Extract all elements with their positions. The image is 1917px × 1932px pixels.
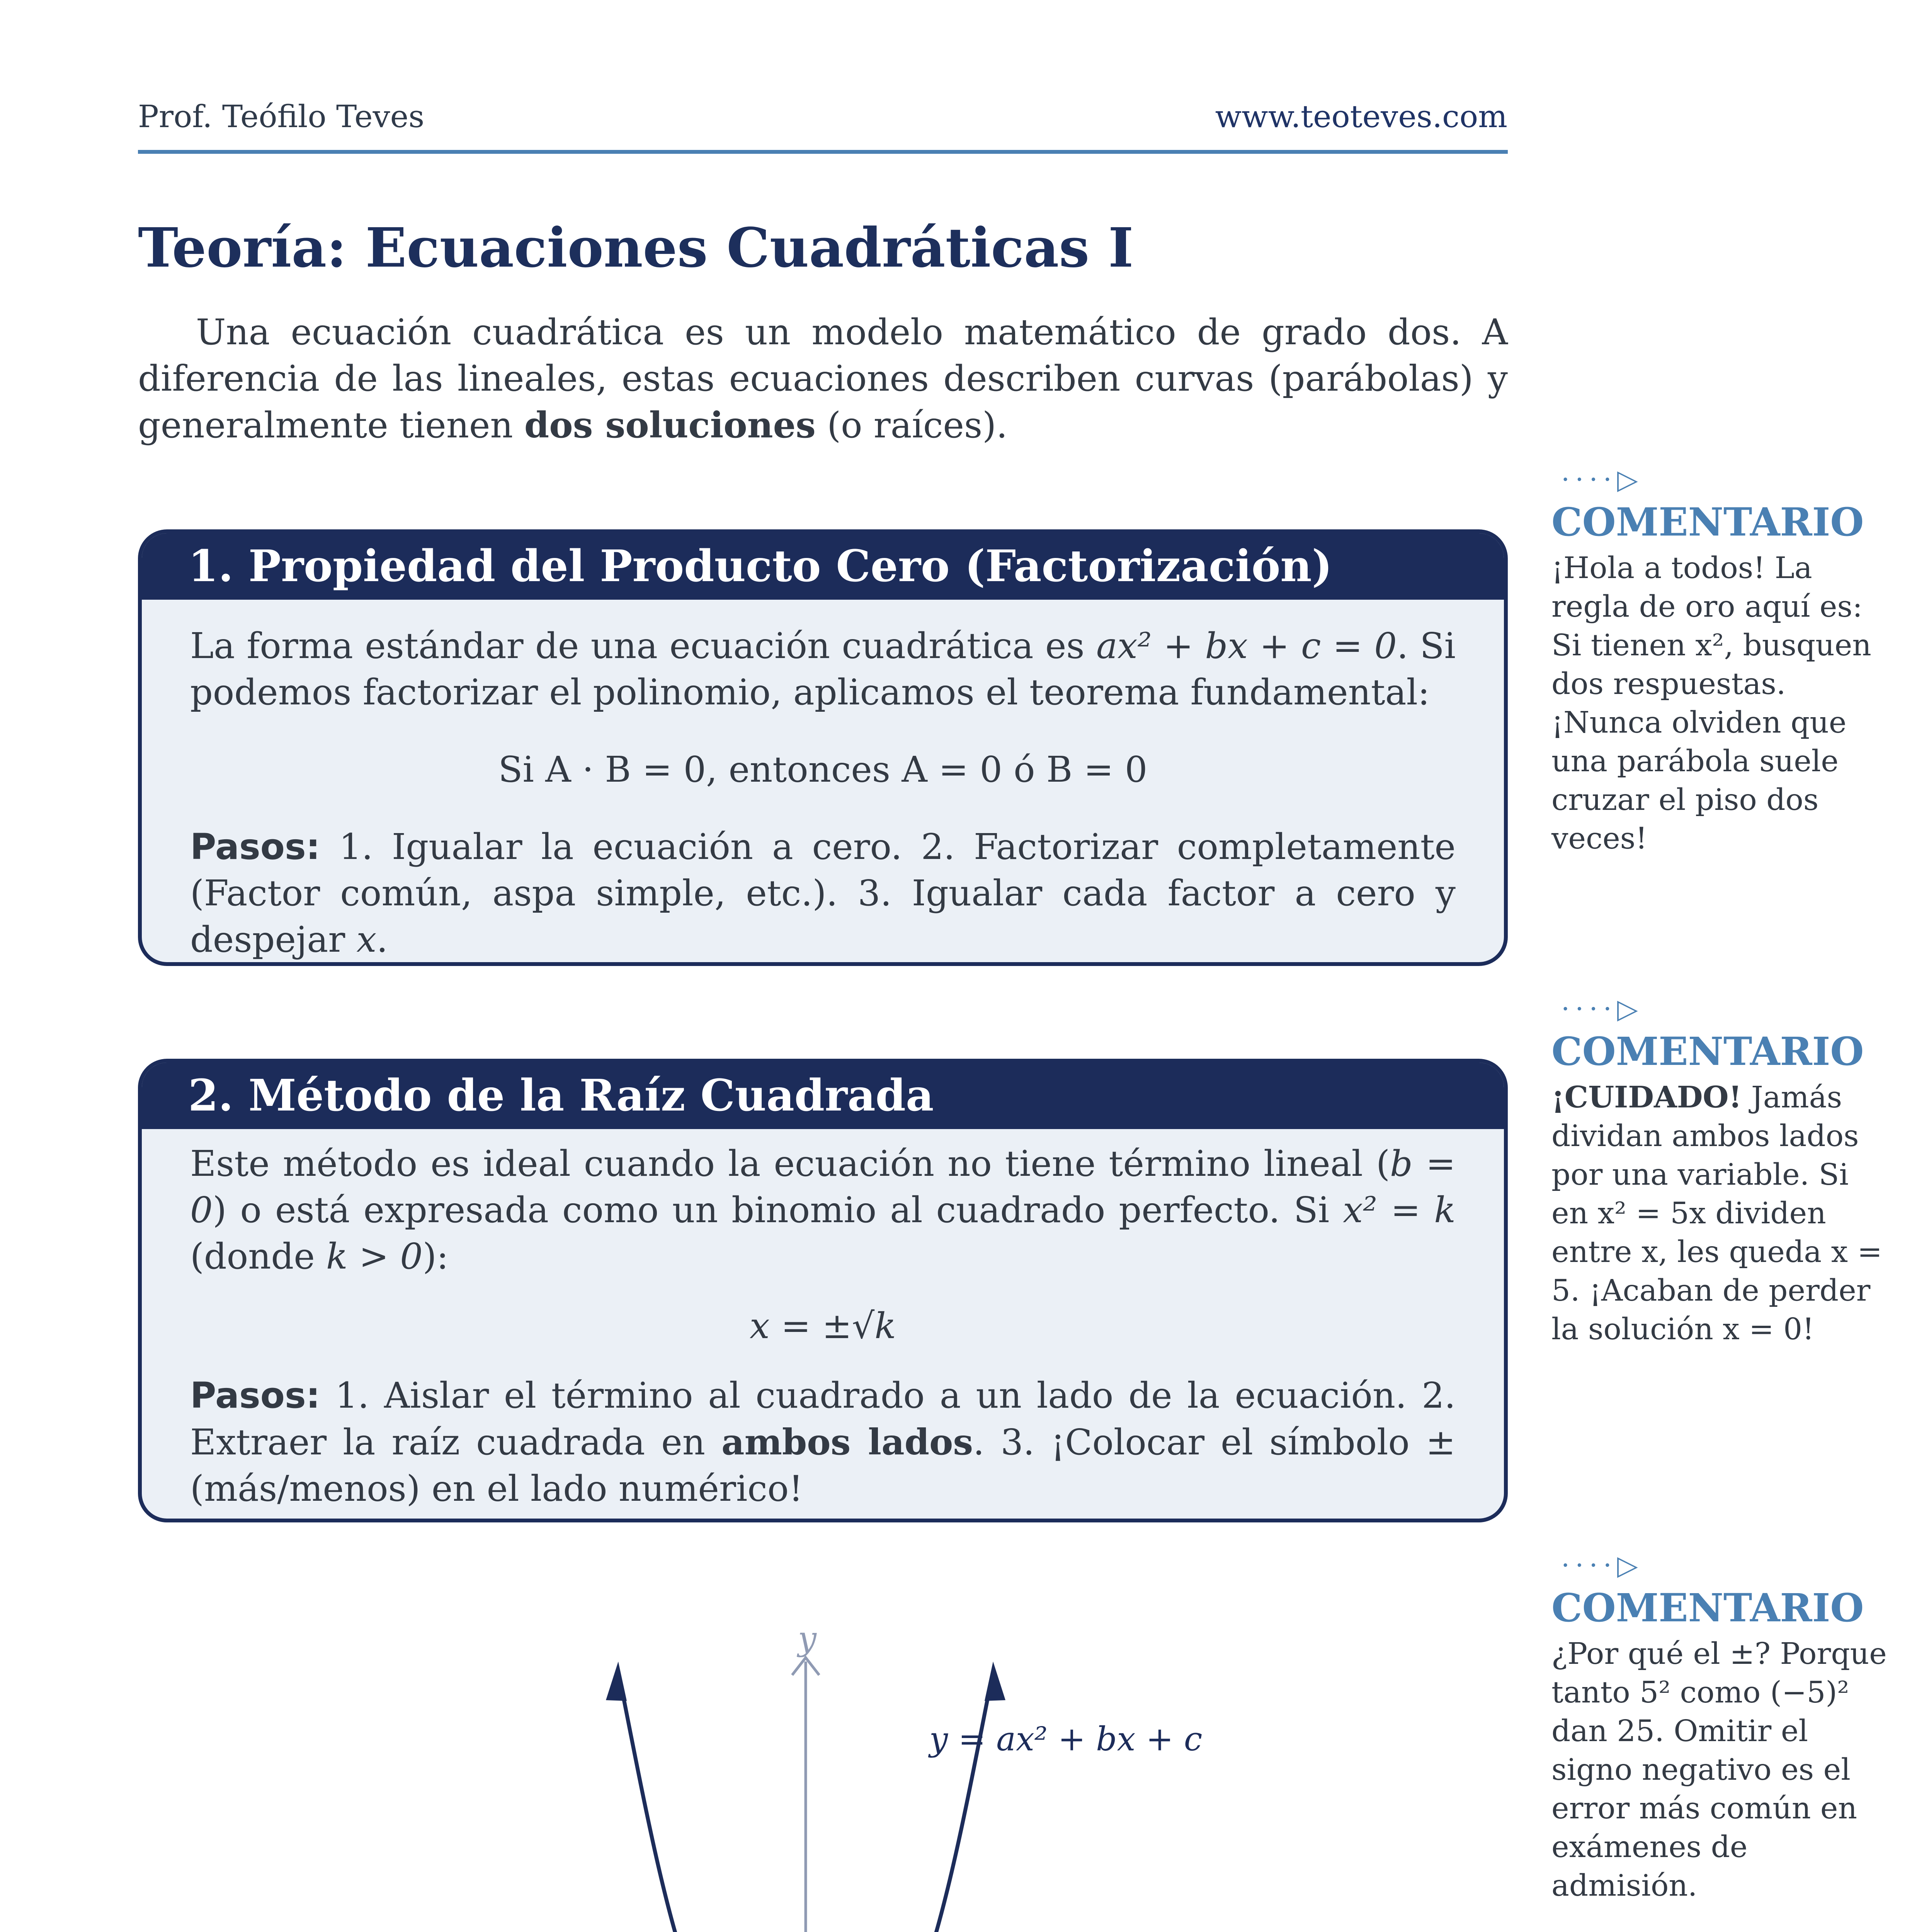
box1-paragraph (190, 623, 1456, 716)
comment-heading: COMENTARIO (1551, 1585, 1864, 1631)
box1-steps-var: x (356, 919, 377, 960)
comment-heading: COMENTARIO (1551, 1029, 1864, 1074)
box2-eq: x² = k (1343, 1189, 1456, 1231)
comment-arrow-icon: ····▷ (1561, 993, 1643, 1025)
box1-text-a: La forma estándar de una ecuación cuadrática es (190, 625, 1096, 667)
box2-cond2: k > 0 (326, 1236, 423, 1277)
box1-body (142, 600, 1504, 963)
intro-paragraph (138, 309, 1508, 449)
comment-body: ¡Hola a todos! La regla de oro aquí es: Si tienen x², busquen dos respuestas. ¡Nunca olviden que una parábola suele cruzar el piso dos veces! (1551, 551, 1871, 856)
curve-equation-label: y = ax² + bx + c (929, 1720, 1203, 1759)
box1-steps-text: 1. Igualar la ecuación a cero. 2. Factorizar completamente (Factor común, aspa simple, etc.). 3. Igualar cada factor a cero y despejar (190, 826, 1456, 960)
curve-arrow-right-icon (985, 1662, 1005, 1701)
box1-steps-label: Pasos: (190, 826, 320, 867)
header-author: Prof. Teófilo Teves (138, 99, 425, 134)
comment-body: Jamás dividan ambos lados por una variable. Si en x² = 5x dividen entre x, les queda x = 5. ¡Acaban de perder la solución x = 0! (1551, 1080, 1883, 1347)
box-zero-product (138, 529, 1508, 966)
box1-steps (190, 824, 1456, 963)
box1-formula: Si A · B = 0, entonces A = 0 ó B = 0 (498, 749, 1148, 790)
intro-bold: dos soluciones (524, 404, 816, 446)
comment-3 (1551, 1549, 1891, 1905)
box2-cond: b = 0 (190, 1143, 1456, 1231)
box2-steps-label: Pasos: (190, 1375, 320, 1416)
box2-formula: x = ±√k (750, 1305, 896, 1347)
intro-text-b: (o raíces). (815, 405, 1008, 446)
box2-text-d: ): (422, 1236, 449, 1277)
curve-arrow-left-icon (606, 1662, 627, 1701)
box2-text-c: (donde (190, 1236, 327, 1277)
box2-steps-bold: ambos lados (721, 1421, 973, 1463)
comment-heading: COMENTARIO (1551, 499, 1864, 545)
box1-steps-end: . (376, 919, 388, 960)
comment-1 (1551, 464, 1891, 858)
box2-text-a: Este método es ideal cuando la ecuación no tiene término lineal ( (190, 1143, 1390, 1184)
header-rule (138, 150, 1508, 154)
comment-lead: ¡CUIDADO! (1551, 1080, 1742, 1115)
header-site[interactable]: www.teoteves.com (1215, 99, 1507, 134)
comment-arrow-icon: ····▷ (1561, 464, 1643, 495)
box1-text-b: . Si podemos factorizar el polinomio, aplicamos el teorema fundamental: (190, 625, 1456, 713)
box2-steps (190, 1372, 1456, 1512)
comment-body: ¿Por qué el ±? Porque tanto 5² como (−5)² dan 25. Omitir el signo negativo es el error más común en exámenes de admisión. (1551, 1637, 1887, 1903)
comment-text (1551, 549, 1891, 858)
comment-text (1551, 1078, 1891, 1349)
box2-paragraph (190, 1141, 1456, 1280)
box2-text-b: ) o está expresada como un binomio al cuadrado perfecto. Si (213, 1189, 1343, 1231)
parabola-figure (483, 1604, 1217, 1932)
intro-text-a: Una ecuación cuadrática es un modelo matemático de grado dos. A diferencia de las lineales, estas ecuaciones describen curvas (parábolas) y generalmente tienen (138, 311, 1508, 446)
page-title: Teoría: Ecuaciones Cuadráticas I (138, 216, 1134, 280)
box2-body (142, 1129, 1504, 1512)
box2-heading: 2. Método de la Raíz Cuadrada (142, 1063, 1504, 1129)
box1-heading: 1. Propiedad del Producto Cero (Factorización) (142, 533, 1504, 600)
box2-steps-text-a: 1. Aislar el término al cuadrado a un lado de la ecuación. 2. Extraer la raíz cuadrada en (190, 1375, 1456, 1463)
comment-2 (1551, 993, 1891, 1349)
box-square-root (138, 1059, 1508, 1522)
comment-arrow-icon: ····▷ (1561, 1549, 1643, 1581)
box1-standard-form: ax² + bx + c = 0 (1096, 625, 1397, 667)
box2-steps-text-b: . 3. ¡Colocar el símbolo ± (más/menos) en el lado numérico! (190, 1422, 1456, 1509)
y-axis-label: y (798, 1620, 817, 1658)
comment-text (1551, 1634, 1891, 1905)
